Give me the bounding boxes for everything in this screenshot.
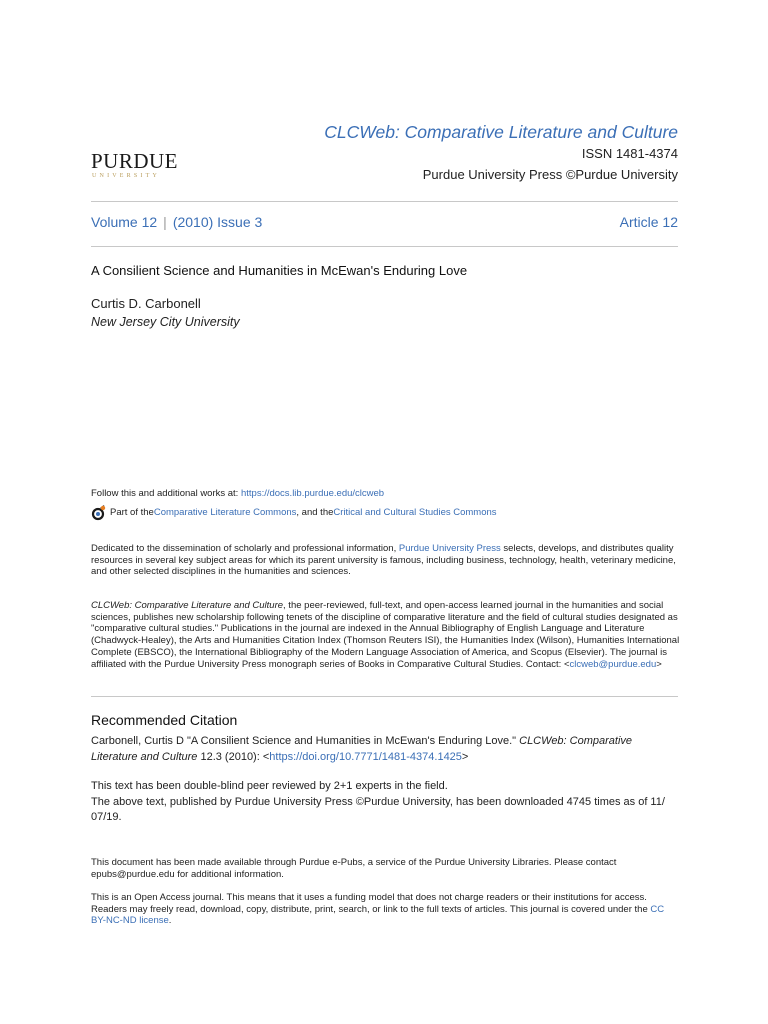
publisher: Purdue University Press ©Purdue University [422, 167, 678, 182]
dedication-prefix: Dedicated to the dissemination of scholarly and professional information, [91, 543, 399, 554]
follow-prefix: Follow this and additional works at: [91, 488, 241, 499]
issue-row [91, 214, 678, 230]
author-affiliation: New Jersey City University [91, 315, 240, 329]
doi-link[interactable]: https://doi.org/10.7771/1481-4374.1425 [269, 751, 462, 763]
comparative-literature-commons-link[interactable]: Comparative Literature Commons [153, 506, 297, 518]
recommended-citation-heading: Recommended Citation [91, 712, 238, 728]
article-link[interactable]: Article 12 [619, 214, 678, 230]
open-access-network-icon [91, 504, 107, 521]
citation-text [91, 733, 681, 765]
journal-description [91, 600, 681, 670]
peer-review-note [91, 779, 681, 826]
open-access-note [91, 892, 681, 927]
logo-wordmark: PURDUE [91, 149, 179, 173]
contact-close: > [656, 658, 662, 670]
dedication-rest: selects, develops, and distributes quality resources in several key subject areas for which its parent university is famous, including business, technology, health, veterinary medicine, and other selected disciplines in the humanities and sciences. [91, 543, 676, 578]
purdue-logo [91, 150, 191, 180]
open-access-close: . [168, 915, 172, 927]
part-of-line [91, 504, 497, 521]
download-count-line: The above text, published by Purdue University Press ©Purdue University, has been downloaded 4745 times as of 11/ 07/19. [91, 795, 665, 823]
epubs-note: This document has been made available through Purdue e-Pubs, a service of the Purdue University Libraries. Please contact epubs@purdue.edu for additional information. [91, 857, 617, 880]
critical-cultural-studies-commons-link[interactable]: Critical and Cultural Studies Commons [333, 506, 497, 518]
purdue-press-link[interactable]: Purdue University Press [398, 543, 501, 554]
citation-prefix: Carbonell, Curtis D "A Consilient Science and Humanities in McEwan's Enduring Love." [91, 735, 520, 747]
divider-citation [91, 696, 678, 697]
logo-subtitle: UNIVERSITY [92, 173, 160, 179]
divider-issue [91, 246, 678, 247]
follow-line [91, 488, 384, 500]
journal-description-text: , the peer-reviewed, full-text, and open-access learned journal in the humanities and social sciences, publishes new scholarship following tenets of the discipline of comparative literature and the field of cultural studies designated as "comparative cultural studies." Publications in the journal are indexed in the Annual Bibliography of English Language and Literature (Chadwyck-Healey), the Arts and Humanities Citation Index (Thomson Reuters ISI), the Humanities Index (Wilson), Humanities International Complete (EBSCO), the International Bibliography of the Modern Language Association of America, and Scopus (Elsevier). The journal is affiliated with the Purdue University Press monograph series of Books in Comparative Cultural Studies. Contact: < [91, 600, 680, 670]
contact-email-link[interactable]: clcweb@purdue.edu [569, 658, 657, 670]
dedication-paragraph [91, 543, 681, 578]
license-link[interactable]: CC BY-NC-ND license [91, 903, 665, 927]
volume-link[interactable]: Volume 12 [91, 214, 158, 230]
citation-journal: CLCWeb: Comparative Literature and Culture [91, 735, 633, 763]
part-of-middle: , and the [296, 506, 334, 518]
issue-link[interactable]: (2010) Issue 3 [172, 214, 263, 230]
article-title: A Consilient Science and Humanities in McEwan's Enduring Love [91, 263, 468, 278]
peer-review-line: This text has been double-blind peer reviewed by 2+1 experts in the field. [91, 780, 448, 792]
author-name: Curtis D. Carbonell [91, 296, 201, 311]
issue-separator: | [163, 214, 167, 230]
follow-url-link[interactable]: https://docs.lib.purdue.edu/clcweb [240, 488, 385, 499]
citation-mid: 12.3 (2010): < [197, 751, 270, 763]
issn: ISSN 1481-4374 [581, 146, 678, 161]
open-access-text: This is an Open Access journal. This means that it uses a funding model that does not charge readers or their institutions for access. Readers may freely read, download, copy, distribute, print, search, or link to the full texts of articles. This journal is covered under the [91, 892, 651, 915]
part-of-prefix: Part of the [110, 506, 154, 518]
citation-close: > [461, 751, 469, 763]
journal-name-italic: CLCWeb: Comparative Literature and Culture [91, 600, 284, 611]
divider-top [91, 201, 678, 202]
journal-title-link[interactable]: CLCWeb: Comparative Literature and Culture [324, 122, 678, 142]
